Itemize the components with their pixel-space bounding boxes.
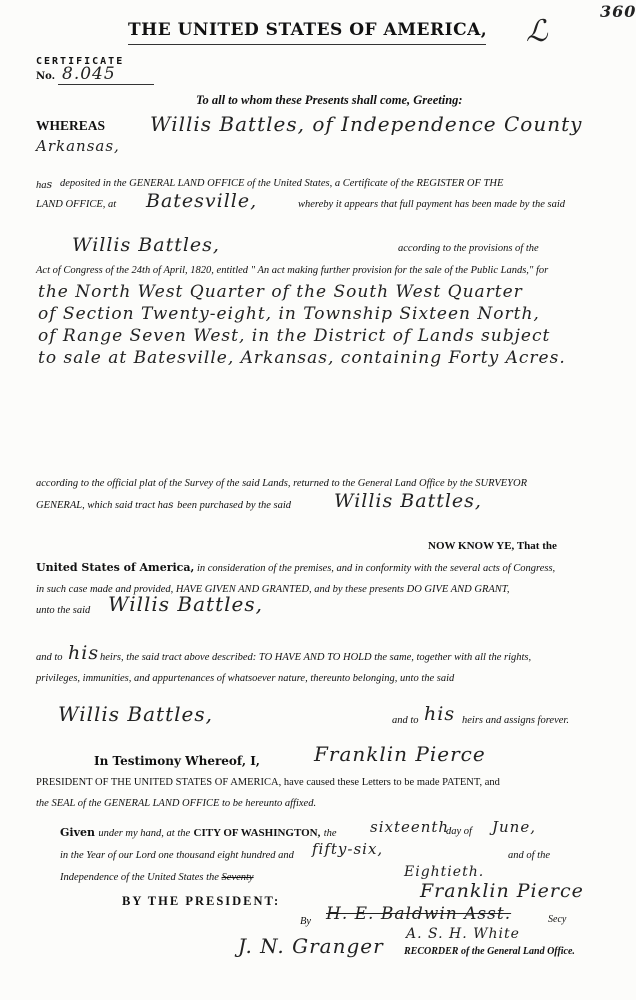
consideration-line	[36, 561, 555, 574]
and-of-the: and of the	[508, 850, 550, 861]
general-ha: ha	[157, 500, 169, 511]
deposited-mark: s	[46, 178, 54, 191]
recorder-signature: A. S. H. White	[406, 926, 520, 942]
by-label: By	[300, 916, 312, 927]
according-text: according to the provisions of the	[398, 243, 539, 254]
by-the-president: BY THE PRESIDENT:	[122, 894, 281, 908]
usa-label: United States of America,	[36, 561, 195, 574]
act-text: Act of Congress of the 24th of April, 1820, entitled " An act making further provision for the sale of the Public Lands," for	[36, 265, 549, 276]
his-handwritten-b: his	[424, 703, 456, 725]
office-place: Batesville,	[146, 190, 258, 212]
deposited-ha: ha	[36, 180, 47, 191]
year-value: fifty-six,	[312, 840, 384, 858]
general-text	[36, 499, 291, 511]
consideration-text: in consideration of the premises, and in conformity with the several acts of Congress,	[196, 563, 556, 574]
general-mark: s	[168, 499, 175, 511]
page-number: 360	[600, 2, 636, 21]
scroll-flourish-icon: ℒ	[526, 14, 549, 49]
holder-name: Willis Battles,	[58, 702, 213, 726]
independence-text	[60, 872, 254, 883]
tract-line-4: to sale at Batesville, Arkansas, containing Forty Acres.	[38, 348, 566, 368]
payment-text: whereby it appears that full payment has been made by the said	[298, 199, 566, 210]
independence-label: Independence of the United States the	[60, 872, 219, 883]
president-line: PRESIDENT OF THE UNITED STATES OF AMERICA, have caused these Letters to be made PATENT, and	[36, 777, 500, 788]
certificate-number-line	[58, 84, 154, 85]
heirs-text: heirs, the said tract above described: TO HAVE AND TO HOLD the same, together with all the rights,	[100, 652, 532, 663]
land-office-label: LAND OFFICE, at	[36, 199, 117, 210]
given-under-text: under my hand, at the	[98, 828, 191, 839]
year-text: in the Year of our Lord one thousand eight hundred and	[60, 850, 294, 861]
testimony-label: In Testimony Whereof, I,	[94, 754, 260, 768]
given-granted-text: in such case made and provided, HAVE GIVEN AND GRANTED, and by these presents DO GIVE AND GRANT,	[36, 584, 510, 595]
struck-word: Seventy	[221, 872, 254, 883]
seal-line: the SEAL of the GENERAL LAND OFFICE to be hereunto affixed.	[36, 798, 317, 809]
and-to: and to	[36, 652, 63, 663]
deposited-text: deposited in the GENERAL LAND OFFICE of the United States, a Certificate of the REGISTER OF THE	[60, 178, 504, 189]
his-handwritten: his	[68, 642, 100, 664]
privileges-text: privileges, immunities, and appurtenances of whatsoever nature, thereunto belonging, unto the said	[36, 673, 455, 684]
certificate-number: 8.045	[62, 64, 116, 84]
given-label: Given	[60, 826, 95, 839]
given-line	[60, 826, 337, 839]
grantee-name: Willis Battles,	[108, 592, 263, 616]
recorder-label: RECORDER of the General Land Office.	[404, 946, 575, 957]
independence-value: Eightieth.	[404, 864, 485, 880]
day-of: day of	[446, 826, 472, 837]
payer-name: Willis Battles,	[72, 234, 220, 256]
month-value: June,	[492, 818, 536, 836]
given-city: CITY OF WASHINGTON,	[193, 827, 321, 839]
general-text-b: been purchased by the said	[177, 500, 292, 511]
day-value: sixteenth	[370, 818, 450, 836]
tract-line-3: of Range Seven West, in the District of Lands subject	[38, 326, 551, 346]
certificate-label: CERTIFICATE	[36, 56, 125, 67]
now-know-ye: NOW KNOW YE, That the	[428, 540, 557, 552]
greeting-line: To all to whom these Presents shall come, Greeting:	[196, 93, 463, 107]
title-underline	[128, 44, 486, 45]
given-the: the	[323, 828, 337, 839]
whereas-state: Arkansas,	[36, 137, 120, 155]
whereas-name-line: Willis Battles, of Independence County	[150, 112, 583, 136]
deposited-prefix	[36, 178, 53, 191]
secy-label: Secy	[548, 914, 567, 925]
tract-line-2: of Section Twenty-eight, in Township Sixteen North,	[38, 304, 540, 324]
secretary-signature: H. E. Baldwin Asst.	[326, 904, 512, 924]
whereas-label: WHEREAS	[36, 118, 106, 133]
assigns-text: heirs and assigns forever.	[462, 715, 569, 726]
document-title: THE UNITED STATES OF AMERICA,	[128, 20, 488, 40]
unto-text: unto the said	[36, 605, 91, 616]
and-to-b: and to	[392, 715, 419, 726]
president-signature: Franklin Pierce	[420, 880, 584, 902]
survey-text: according to the official plat of the Survey of the said Lands, returned to the General Land Office by the SURVEYOR	[36, 478, 527, 489]
tract-line-1: the North West Quarter of the South West Quarter	[38, 282, 523, 302]
certificate-no-label: No.	[36, 71, 56, 82]
purchaser-name: Willis Battles,	[334, 490, 482, 512]
president-name-handwritten: Franklin Pierce	[314, 742, 486, 766]
general-text-a: GENERAL, which said tract	[36, 500, 155, 511]
recorded-by-signature: J. N. Granger	[238, 934, 384, 958]
